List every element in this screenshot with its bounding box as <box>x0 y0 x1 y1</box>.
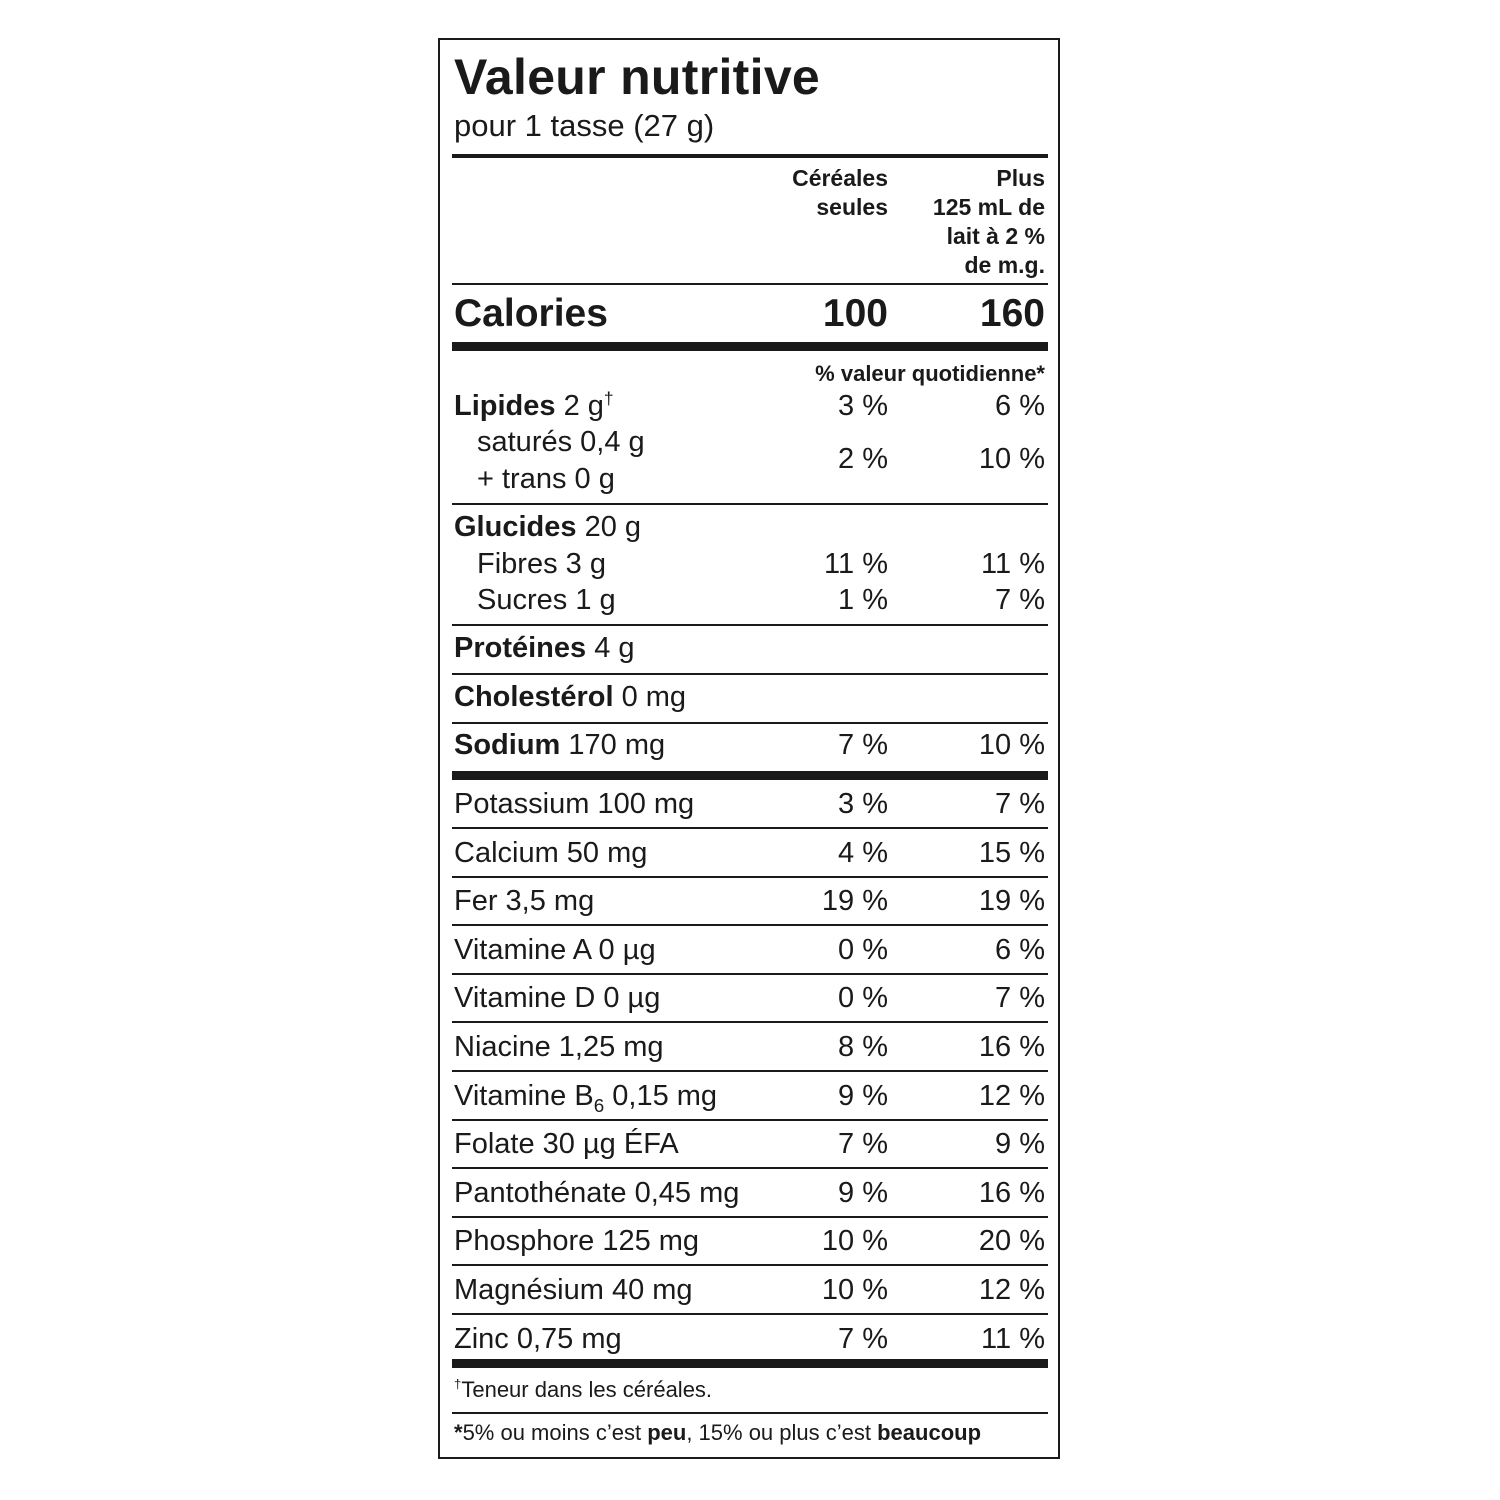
divider <box>452 1119 1048 1121</box>
serving-size: pour 1 tasse (27 g) <box>454 108 715 143</box>
divider <box>452 1021 1048 1023</box>
fibres-label: Fibres 3 g <box>477 548 606 580</box>
divider <box>452 673 1048 675</box>
proteines-row: Protéines 4 g <box>454 632 635 664</box>
nutrient-label: Vitamine D 0 µg <box>454 982 661 1015</box>
divider <box>452 876 1048 878</box>
lipides-cereal: 3 % <box>838 390 888 422</box>
sucres-cereal: 1 % <box>838 584 888 616</box>
nutrient-with-milk-value: 11 % <box>981 1322 1045 1355</box>
nutrient-label: Phosphore 125 mg <box>454 1225 700 1258</box>
fibres-cereal: 11 % <box>824 548 888 580</box>
satures-cereal: 2 % <box>838 443 888 475</box>
thick-divider <box>452 1359 1048 1368</box>
nutrient-cereal-value: 8 % <box>838 1031 888 1063</box>
footnote-fat-source: †Teneur dans les céréales. <box>454 1376 713 1402</box>
nutrient-label: Calcium 50 mg <box>454 836 648 869</box>
nutrient-label: Potassium 100 mg <box>454 788 695 820</box>
calories-cereal: 100 <box>822 292 888 335</box>
nutrient-with-milk-value: 15 % <box>978 836 1045 869</box>
glucides-row: Glucides 20 g <box>454 511 642 543</box>
thick-divider <box>452 771 1048 780</box>
nutrient-with-milk-value: 6 % <box>995 933 1045 966</box>
divider <box>452 503 1048 505</box>
thick-divider <box>452 342 1048 351</box>
nutrient-with-milk-value: 16 % <box>978 1176 1045 1209</box>
nutrient-with-milk-value: 12 % <box>978 1079 1045 1112</box>
calories-label: Calories <box>454 292 608 335</box>
nutrient-label: Niacine 1,25 mg <box>454 1031 664 1063</box>
nutrition-facts-table <box>438 38 1060 1459</box>
nutrient-cereal-value: 10 % <box>821 1225 888 1258</box>
nutrient-cereal-value: 9 % <box>838 1079 888 1112</box>
nutrient-with-milk-value: 16 % <box>978 1031 1045 1063</box>
nutrient-with-milk-value: 12 % <box>978 1274 1045 1306</box>
divider <box>452 1070 1048 1072</box>
nutrient-cereal-value: 3 % <box>838 788 888 820</box>
nutrient-cereal-value: 9 % <box>838 1176 888 1209</box>
divider <box>452 924 1048 926</box>
nutrient-label: Fer 3,5 mg <box>454 885 595 918</box>
nutrient-with-milk-value: 19 % <box>978 885 1045 918</box>
nutrient-cereal-value: 7 % <box>838 1128 888 1161</box>
nutrient-with-milk-value: 7 % <box>995 982 1045 1015</box>
nutrient-label: Folate 30 µg ÉFA <box>454 1128 679 1161</box>
sodium-row: Sodium 170 mg <box>454 729 666 761</box>
footnote-daily-value: *5% ou moins c’est peu, 15% ou plus c’est beaucoup <box>454 1420 982 1445</box>
column-header-cereal: Céréales seules <box>792 165 888 220</box>
nutrient-with-milk-value: 9 % <box>995 1128 1045 1161</box>
cholesterol-row: Cholestérol 0 mg <box>454 681 687 713</box>
lipides-with-milk: 6 % <box>995 390 1045 422</box>
nutrient-label: Vitamine A 0 µg <box>454 933 656 966</box>
sucres-with-milk: 7 % <box>995 584 1045 616</box>
sodium-with-milk: 10 % <box>978 729 1045 761</box>
nutrient-cereal-value: 0 % <box>838 982 888 1015</box>
nutrient-cereal-value: 4 % <box>838 836 888 869</box>
sucres-label: Sucres 1 g <box>477 584 616 616</box>
trans-label: + trans 0 g <box>477 463 615 495</box>
divider <box>452 1167 1048 1169</box>
divider <box>452 624 1048 626</box>
column-header-with-milk: Plus 125 mL de lait à 2 % de m.g. <box>932 165 1045 278</box>
satures-with-milk: 10 % <box>978 443 1045 475</box>
nutrient-label: Vitamine $B_6$ 0,15 mg <box>454 1079 718 1116</box>
nutrient-with-milk-value: 7 % <box>995 788 1045 820</box>
daily-value-header: % valeur quotidienne* <box>815 361 1045 386</box>
divider <box>452 1264 1048 1266</box>
lipides-row: Lipides 2 g† <box>454 388 614 422</box>
nutrient-with-milk-value: 20 % <box>978 1225 1045 1258</box>
divider <box>452 1313 1048 1315</box>
nutrient-cereal-value: 0 % <box>838 933 888 966</box>
divider <box>452 827 1048 829</box>
divider <box>452 722 1048 724</box>
divider <box>452 973 1048 975</box>
nutrient-cereal-value: 10 % <box>821 1274 888 1306</box>
nutrient-cereal-value: 7 % <box>838 1322 888 1355</box>
fibres-with-milk: 11 % <box>981 548 1045 580</box>
divider <box>452 1412 1048 1414</box>
nutrient-cereal-value: 19 % <box>821 885 888 918</box>
nutrient-label: Zinc 0,75 mg <box>454 1322 622 1355</box>
divider <box>452 283 1048 285</box>
calories-with-milk: 160 <box>979 292 1045 335</box>
nutrient-label: Pantothénate 0,45 mg <box>454 1176 740 1209</box>
sodium-cereal: 7 % <box>838 729 888 761</box>
label-title: Valeur nutritive <box>454 49 821 105</box>
nutrient-label: Magnésium 40 mg <box>454 1274 693 1306</box>
satures-label: saturés 0,4 g <box>477 426 645 458</box>
divider <box>452 154 1048 158</box>
divider <box>452 1216 1048 1218</box>
